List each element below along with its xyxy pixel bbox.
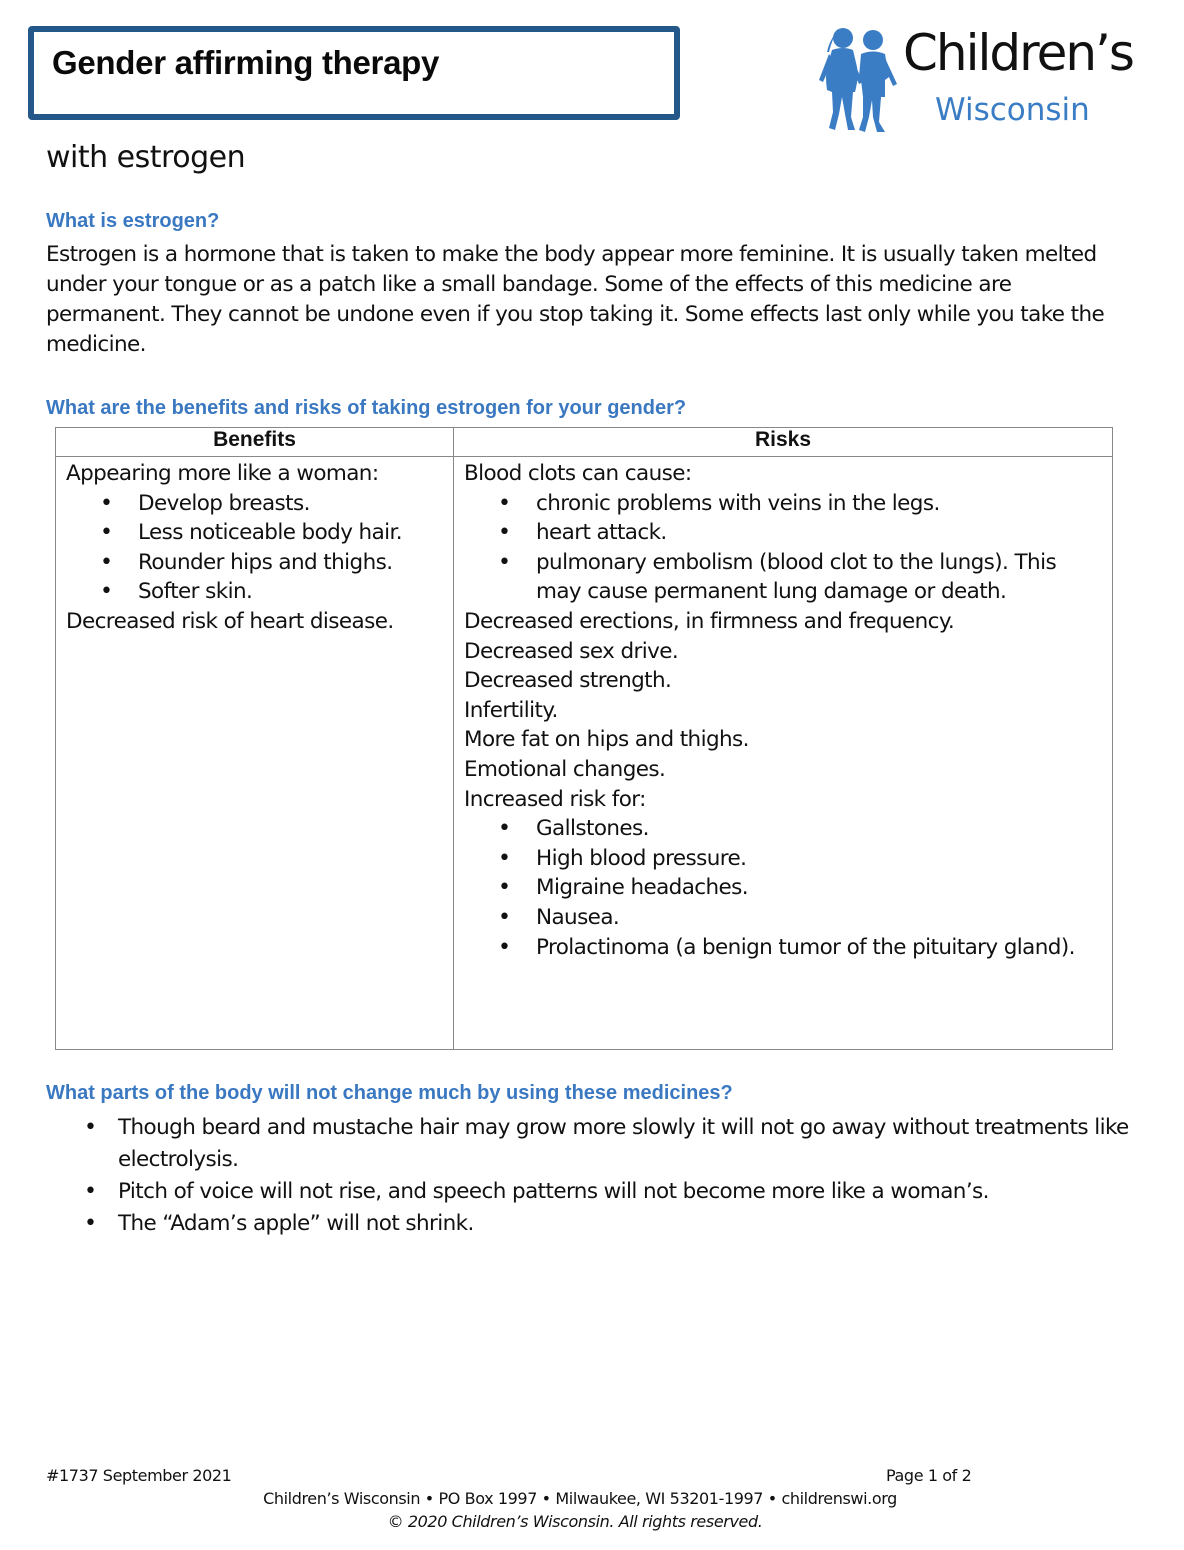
footer-address: Children’s Wisconsin • PO Box 1997 • Milwaukee, WI 53201-1997 • childrenswi.org: [263, 1489, 897, 1508]
benefits-item: Decreased risk of heart disease.: [66, 608, 394, 634]
footer-copyright: © 2020 Children’s Wisconsin. All rights reserved.: [387, 1512, 763, 1531]
no-change-list: [46, 1112, 1146, 1240]
list-item: • Develop breasts.: [66, 489, 443, 519]
list-item: • High blood pressure.: [464, 844, 1102, 874]
risks-cell: [454, 457, 1113, 1050]
list-item: • pulmonary embolism (blood clot to the lungs). This may cause permanent lung damage or death.: [464, 548, 1102, 607]
footer-doc-id: #1737 September 2021: [46, 1466, 232, 1485]
list-item: • Softer skin.: [66, 577, 443, 607]
table-row: [56, 457, 1113, 1050]
page-title: Gender affirming therapy: [52, 44, 440, 81]
list-item: • Gallstones.: [464, 814, 1102, 844]
list-item: • Nausea.: [464, 903, 1102, 933]
list-item: • Pitch of voice will not rise, and speech patterns will not become more like a woman’s.: [46, 1176, 1146, 1208]
list-item: • Though beard and mustache hair may grow more slowly it will not go away without treatments like electrolysis.: [46, 1112, 1146, 1176]
list-item: • chronic problems with veins in the legs.: [464, 489, 1102, 519]
benefits-cell: [56, 457, 454, 1050]
risk-item: Decreased sex drive.: [464, 638, 679, 664]
section-body-what-is-estrogen: Estrogen is a hormone that is taken to make the body appear more feminine. It is usually taken melted under your tongue or as a patch like a small bandage. Some of the effects of this medicine are permanent. They cannot be undone even if you stop taking it. Some effects last only while you take the medicine.: [46, 242, 1105, 357]
list-item: • Migraine headaches.: [464, 873, 1102, 903]
benefits-intro: Appearing more like a woman:: [66, 461, 379, 486]
list-item: • Less noticeable body hair.: [66, 518, 443, 548]
risks-intro: Blood clots can cause:: [464, 461, 692, 486]
section-heading-what-is-estrogen: What is estrogen?: [46, 210, 220, 232]
childrens-wisconsin-logo: [815, 22, 1160, 137]
logo-text-wisconsin: Wisconsin: [935, 92, 1090, 128]
risk-item: Infertility.: [464, 697, 558, 723]
increased-risk-intro: Increased risk for:: [464, 786, 646, 812]
children-silhouette-icon: [815, 22, 905, 137]
section-heading-benefits-risks: What are the benefits and risks of taking estrogen for your gender?: [46, 397, 687, 419]
benefits-risks-table: [55, 427, 1113, 1050]
risk-item: Decreased strength.: [464, 668, 672, 694]
blood-clot-risks-list: [464, 489, 1102, 607]
table-header-risks: Risks: [454, 428, 1113, 457]
title-box: [28, 26, 680, 120]
footer-page-number: Page 1 of 2: [886, 1466, 972, 1485]
list-item: • heart attack.: [464, 518, 1102, 548]
table-header-row: [56, 428, 1113, 457]
list-item: • The “Adam’s apple” will not shrink.: [46, 1208, 1146, 1240]
risk-item: Emotional changes.: [464, 756, 666, 782]
increased-risks-list: [464, 814, 1102, 962]
logo-text-childrens: Children’s: [903, 24, 1133, 82]
list-item: • Prolactinoma (a benign tumor of the pituitary gland).: [464, 933, 1102, 963]
risk-item: Decreased erections, in firmness and frequency.: [464, 608, 955, 634]
table-header-benefits: Benefits: [56, 428, 454, 457]
section-heading-no-change: What parts of the body will not change much by using these medicines?: [46, 1082, 733, 1104]
risk-item: More fat on hips and thighs.: [464, 727, 749, 753]
list-item: • Rounder hips and thighs.: [66, 548, 443, 578]
benefits-list: [66, 489, 443, 607]
page-subtitle: with estrogen: [46, 140, 246, 175]
